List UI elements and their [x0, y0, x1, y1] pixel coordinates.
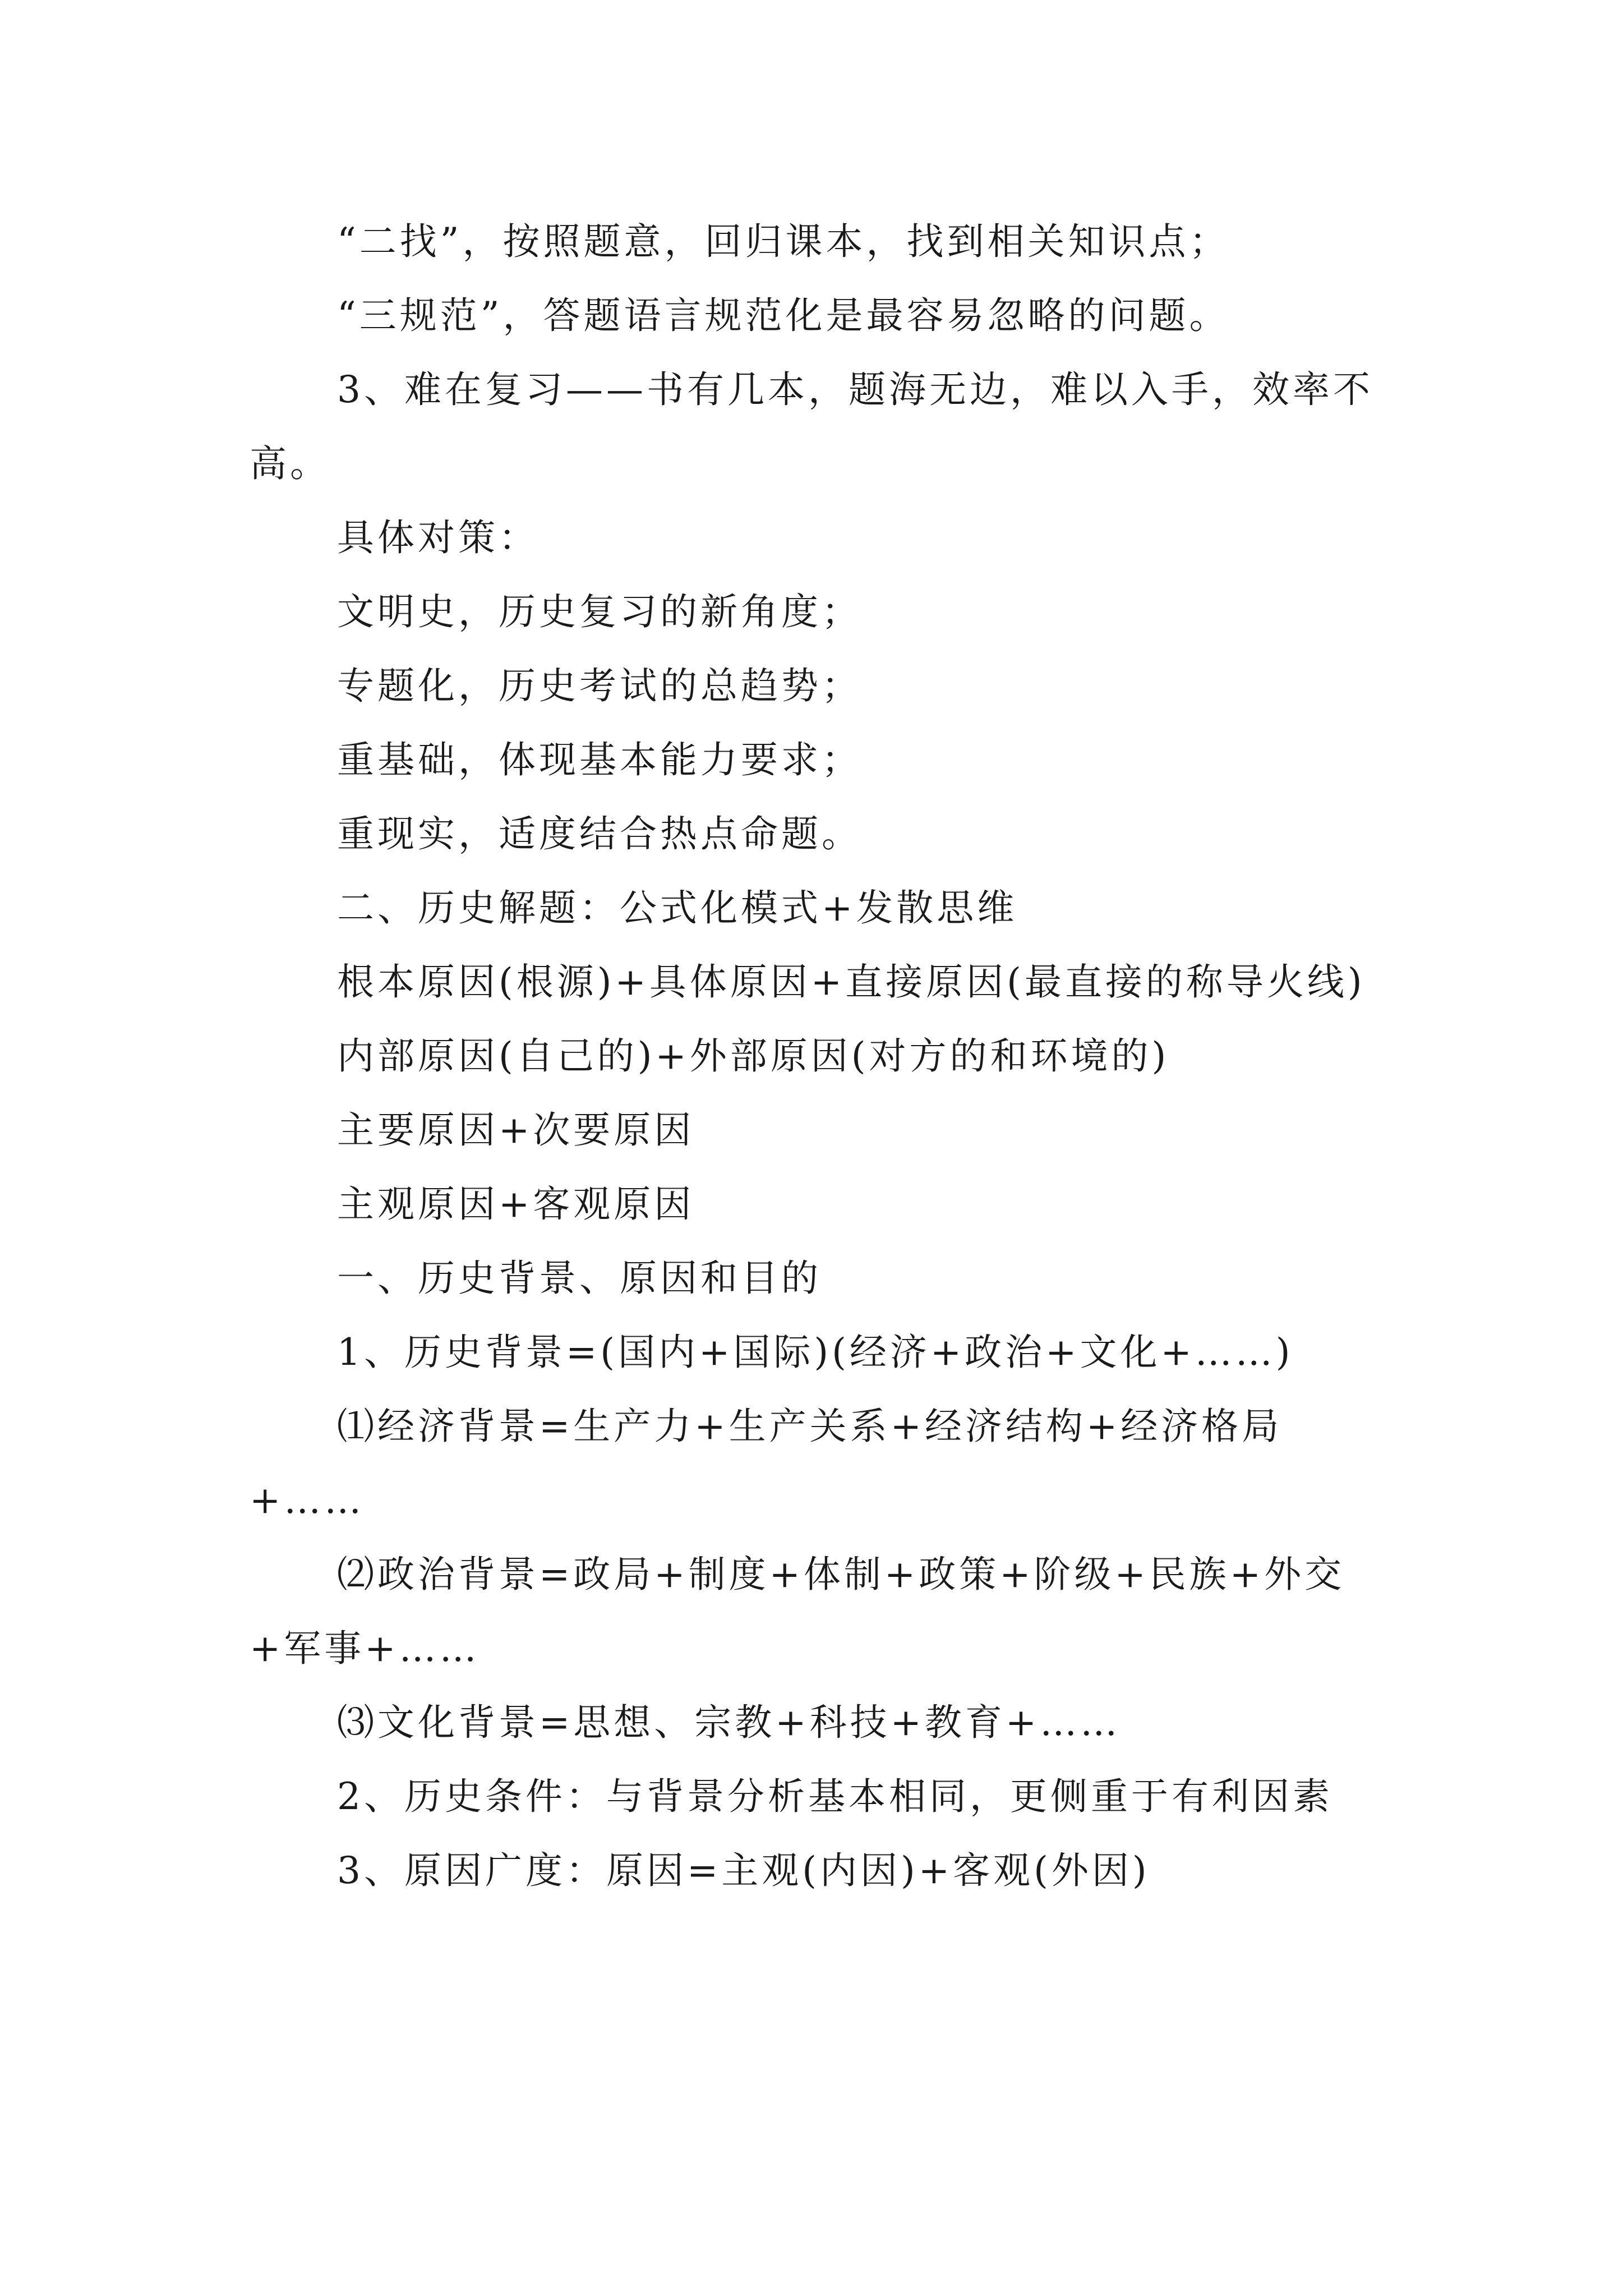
paragraph: 重基础，体现基本能力要求；	[337, 738, 862, 781]
paragraph: 3、难在复习——书有几本，题海无边，难以入手，效率不高。	[250, 368, 1373, 485]
paragraph: “二找”，按照题意，回归课本，找到相关知识点；	[337, 220, 1230, 263]
paragraph: 主要原因+次要原因	[337, 1108, 695, 1152]
paragraph: 重现实，适度结合热点命题。	[337, 812, 862, 855]
paragraph: 1、历史背景=(国内+国际)(经济+政治+文化+……)	[337, 1331, 1294, 1374]
paragraph: 文明史，历史复习的新角度；	[337, 590, 862, 633]
paragraph: ⑴经济背景=生产力+生产关系+经济结构+经济格局+……	[250, 1405, 1283, 1522]
section-heading: 一、历史背景、原因和目的	[337, 1257, 822, 1300]
paragraph: 2、历史条件：与背景分析基本相同，更侧重于有利因素	[337, 1775, 1333, 1818]
paragraph: ⑵政治背景=政局+制度+体制+政策+阶级+民族+外交+军事+……	[250, 1553, 1345, 1670]
paragraph: 具体对策：	[337, 516, 539, 559]
paragraph: 主观原因+客观原因	[337, 1182, 695, 1226]
paragraph: 3、原因广度：原因=主观(内因)+客观(外因)	[337, 1849, 1150, 1892]
section-heading: 二、历史解题：公式化模式+发散思维	[337, 886, 1018, 930]
paragraph: 根本原因(根源)+具体原因+直接原因(最直接的称导火线)	[337, 960, 1366, 1004]
document-body	[250, 205, 1388, 1908]
paragraph: “三规范”，答题语言规范化是最容易忽略的问题。	[337, 294, 1230, 337]
paragraph: 内部原因(自己的)+外部原因(对方的和环境的)	[337, 1034, 1170, 1078]
paragraph: ⑶文化背景=思想、宗教+科技+教育+……	[337, 1701, 1121, 1744]
paragraph: 专题化，历史考试的总趋势；	[337, 664, 862, 707]
